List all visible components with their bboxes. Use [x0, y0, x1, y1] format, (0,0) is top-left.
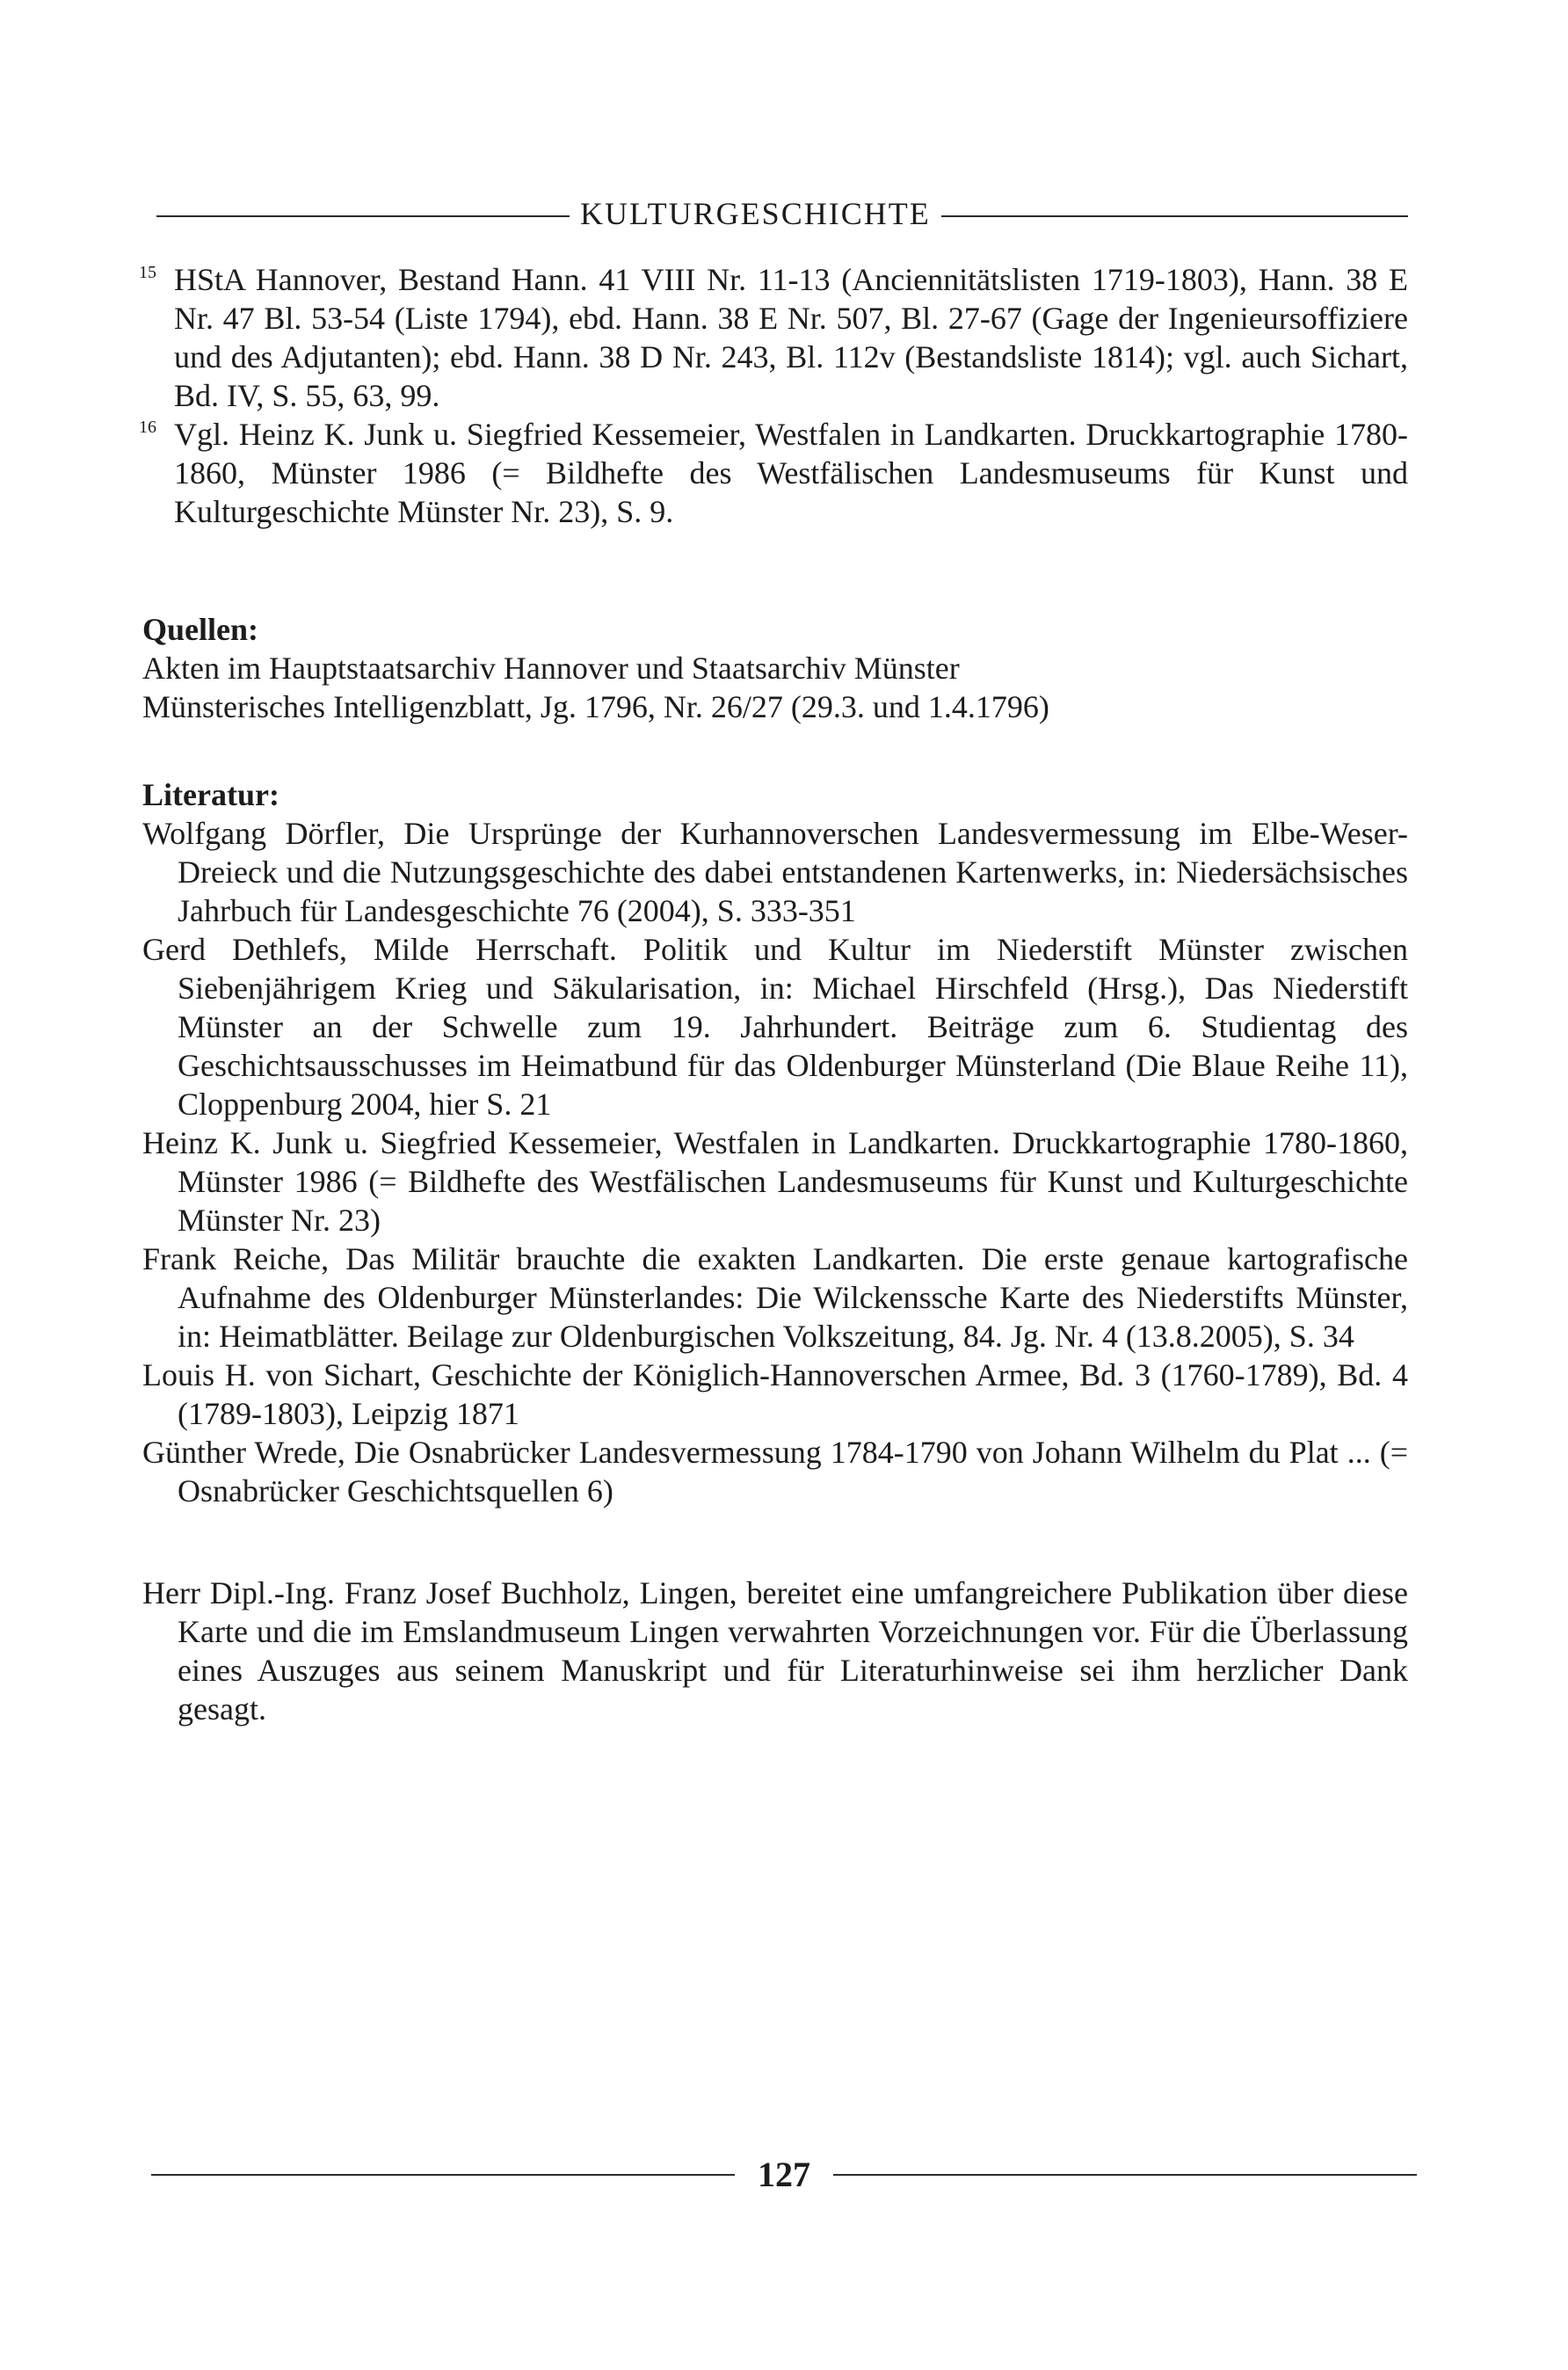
footnote-number: 16: [139, 418, 156, 437]
source-line: Münsterisches Intelligenzblatt, Jg. 1796, Nr. 26/27 (29.3. und 1.4.1796): [142, 689, 1049, 724]
sources-heading: Quellen:: [142, 612, 258, 647]
source-line: Akten im Hauptstaatsarchiv Hannover und Staatsarchiv Münster: [142, 651, 960, 686]
literature-entry: Günther Wrede, Die Osnabrücker Landesvermessung 1784-1790 von Johann Wilhelm du Plat ... (= Osnabrücker Geschichtsquellen 6): [142, 1435, 1408, 1509]
footnote-16: [139, 415, 1408, 531]
running-header: [156, 195, 1408, 232]
literature-entry: Wolfgang Dörfler, Die Ursprünge der Kurhannoverschen Landesvermessung im Elbe-Weser-Dreieck und die Nutzungsgeschichte des dabei entstandenen Kartenwerks, in: Niedersächsisches Jahrbuch für Landesgeschichte 76 (2004), S. 333-351: [142, 816, 1408, 928]
acknowledgement-paragraph: Herr Dipl.-Ing. Franz Josef Buchholz, Lingen, bereitet eine umfangreichere Publikation über diese Karte und die im Emslandmuseum Lingen verwahrten Vorzeichnungen vor. Für die Überlassung eines Auszuges aus seinem Manuskript und für Literaturhinweise sei ihm herzlicher Dank gesagt.: [142, 1575, 1408, 1727]
footer-rule-left: [151, 2174, 735, 2176]
footnotes: [139, 260, 1408, 531]
footnote-text: Vgl. Heinz K. Junk u. Siegfried Kessemeier, Westfalen in Landkarten. Druckkartographie 1780-1860, Münster 1986 (= Bildhefte des Westfälischen Landesmuseums für Kunst und Kulturgeschichte Münster Nr. 23), S. 9.: [174, 417, 1408, 529]
literature-section: [142, 775, 1408, 1510]
footnote-text: HStA Hannover, Bestand Hann. 41 VIII Nr. 11-13 (Anciennitätslisten 1719-1803), Hann. 38 E Nr. 47 Bl. 53-54 (Liste 1794), ebd. Hann. 38 E Nr. 507, Bl. 27-67 (Gage der Ingenieursoffiziere und des Adjutanten); ebd. Hann. 38 D Nr. 243, Bl. 112v (Bestandsliste 1814); vgl. auch Sichart, Bd. IV, S. 55, 63, 99.: [174, 262, 1408, 413]
page-number: 127: [758, 2155, 810, 2194]
sources-section: [142, 610, 1408, 726]
literature-entry: Louis H. von Sichart, Geschichte der Königlich-Hannoverschen Armee, Bd. 3 (1760-1789), Bd. 4 (1789-1803), Leipzig 1871: [142, 1357, 1408, 1431]
running-header-title: KULTURGESCHICHTE: [580, 196, 931, 231]
header-rule-right: [941, 215, 1408, 217]
footer-rule-right: [833, 2174, 1417, 2176]
page-footer: [151, 2154, 1417, 2195]
footnote-15: [139, 260, 1408, 415]
literature-heading: Literatur:: [142, 777, 279, 812]
literature-entry: Frank Reiche, Das Militär brauchte die exakten Landkarten. Die erste genaue kartografische Aufnahme des Oldenburger Münsterlandes: Die Wilckenssche Karte des Niederstifts Münster, in: Heimatblätter. Beilage zur Oldenburgischen Volkszeitung, 84. Jg. Nr. 4 (13.8.2005), S. 34: [142, 1241, 1408, 1354]
header-rule-left: [156, 215, 570, 217]
footnote-number: 15: [139, 263, 156, 282]
literature-entry: Heinz K. Junk u. Siegfried Kessemeier, Westfalen in Landkarten. Druckkartographie 1780-1860, Münster 1986 (= Bildhefte des Westfälischen Landesmuseums für Kunst und Kulturgeschichte Münster Nr. 23): [142, 1125, 1408, 1238]
literature-entry: Gerd Dethlefs, Milde Herrschaft. Politik und Kultur im Niederstift Münster zwischen Siebenjährigem Krieg und Säkularisation, in: Michael Hirschfeld (Hrsg.), Das Niederstift Münster an der Schwelle zum 19. Jahrhundert. Beiträge zum 6. Studientag des Geschichtsausschusses im Heimatbund für das Oldenburger Münsterland (Die Blaue Reihe 11), Cloppenburg 2004, hier S. 21: [142, 932, 1408, 1122]
